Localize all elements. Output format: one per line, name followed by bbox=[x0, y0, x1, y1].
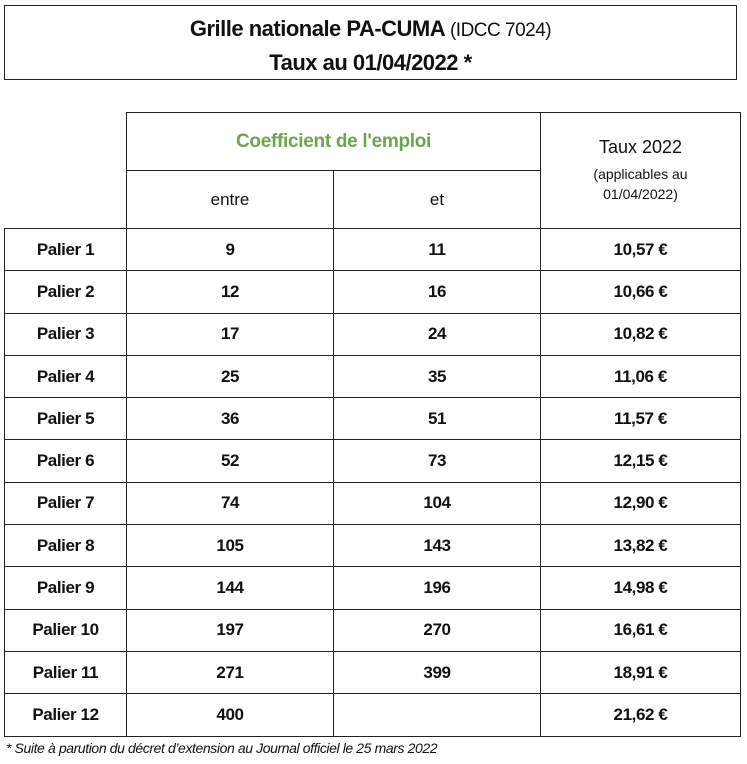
table-row bbox=[5, 567, 741, 609]
entre-cell: 12 bbox=[127, 271, 334, 313]
palier-cell: Palier 11 bbox=[5, 651, 127, 693]
rate-date-title: Taux au 01/04/2022 * bbox=[269, 50, 472, 75]
grid-name: Grille nationale PA-CUMA bbox=[189, 16, 445, 41]
table-row bbox=[5, 313, 741, 355]
entre-cell: 25 bbox=[127, 355, 334, 397]
table-row bbox=[5, 229, 741, 271]
table-row bbox=[5, 525, 741, 567]
taux-note-line-2: 01/04/2022) bbox=[603, 186, 678, 202]
et-header: et bbox=[334, 171, 541, 229]
palier-cell: Palier 9 bbox=[5, 567, 127, 609]
taux-note bbox=[541, 164, 740, 204]
footnote: * Suite à parution du décret d’extension au Journal officiel le 25 mars 2022 bbox=[6, 740, 438, 756]
et-cell: 270 bbox=[334, 609, 541, 651]
taux-cell: 12,90 € bbox=[541, 482, 741, 524]
wage-grid-table bbox=[4, 112, 741, 737]
entre-cell: 400 bbox=[127, 694, 334, 736]
table-row bbox=[5, 694, 741, 736]
palier-cell: Palier 7 bbox=[5, 482, 127, 524]
coefficient-header: Coefficient de l'emploi bbox=[127, 113, 541, 171]
table-row bbox=[5, 440, 741, 482]
taux-cell: 10,82 € bbox=[541, 313, 741, 355]
taux-title: Taux 2022 bbox=[598, 137, 683, 157]
palier-cell: Palier 3 bbox=[5, 313, 127, 355]
taux-header bbox=[541, 113, 741, 229]
palier-cell: Palier 2 bbox=[5, 271, 127, 313]
entre-cell: 9 bbox=[127, 229, 334, 271]
idcc-code: (IDCC 7024) bbox=[449, 20, 552, 41]
taux-cell: 16,61 € bbox=[541, 609, 741, 651]
taux-cell: 11,06 € bbox=[541, 355, 741, 397]
entre-cell: 197 bbox=[127, 609, 334, 651]
table-row bbox=[5, 271, 741, 313]
palier-cell: Palier 8 bbox=[5, 525, 127, 567]
et-cell: 104 bbox=[334, 482, 541, 524]
table-row bbox=[5, 651, 741, 693]
palier-cell: Palier 6 bbox=[5, 440, 127, 482]
title-line-1 bbox=[5, 16, 736, 42]
title-box bbox=[4, 5, 737, 80]
taux-cell: 14,98 € bbox=[541, 567, 741, 609]
taux-cell: 21,62 € bbox=[541, 694, 741, 736]
palier-cell: Palier 10 bbox=[5, 609, 127, 651]
table-row bbox=[5, 355, 741, 397]
palier-cell: Palier 12 bbox=[5, 694, 127, 736]
taux-cell: 10,66 € bbox=[541, 271, 741, 313]
et-cell bbox=[334, 694, 541, 736]
et-cell: 24 bbox=[334, 313, 541, 355]
palier-cell: Palier 1 bbox=[5, 229, 127, 271]
palier-cell: Palier 4 bbox=[5, 355, 127, 397]
et-cell: 35 bbox=[334, 355, 541, 397]
table-row bbox=[5, 609, 741, 651]
taux-note-line-1: (applicables au bbox=[593, 166, 688, 182]
entre-cell: 144 bbox=[127, 567, 334, 609]
entre-cell: 36 bbox=[127, 398, 334, 440]
taux-cell: 13,82 € bbox=[541, 525, 741, 567]
corner-blank-cell bbox=[5, 113, 127, 229]
taux-cell: 18,91 € bbox=[541, 651, 741, 693]
entre-cell: 52 bbox=[127, 440, 334, 482]
palier-cell: Palier 5 bbox=[5, 398, 127, 440]
taux-cell: 12,15 € bbox=[541, 440, 741, 482]
entre-cell: 17 bbox=[127, 313, 334, 355]
taux-cell: 11,57 € bbox=[541, 398, 741, 440]
et-cell: 196 bbox=[334, 567, 541, 609]
table-row bbox=[5, 482, 741, 524]
entre-cell: 105 bbox=[127, 525, 334, 567]
table-row bbox=[5, 398, 741, 440]
header-row-1 bbox=[5, 113, 741, 171]
et-cell: 51 bbox=[334, 398, 541, 440]
taux-cell: 10,57 € bbox=[541, 229, 741, 271]
entre-header: entre bbox=[127, 171, 334, 229]
entre-cell: 74 bbox=[127, 482, 334, 524]
entre-cell: 271 bbox=[127, 651, 334, 693]
et-cell: 16 bbox=[334, 271, 541, 313]
et-cell: 399 bbox=[334, 651, 541, 693]
et-cell: 11 bbox=[334, 229, 541, 271]
et-cell: 143 bbox=[334, 525, 541, 567]
et-cell: 73 bbox=[334, 440, 541, 482]
